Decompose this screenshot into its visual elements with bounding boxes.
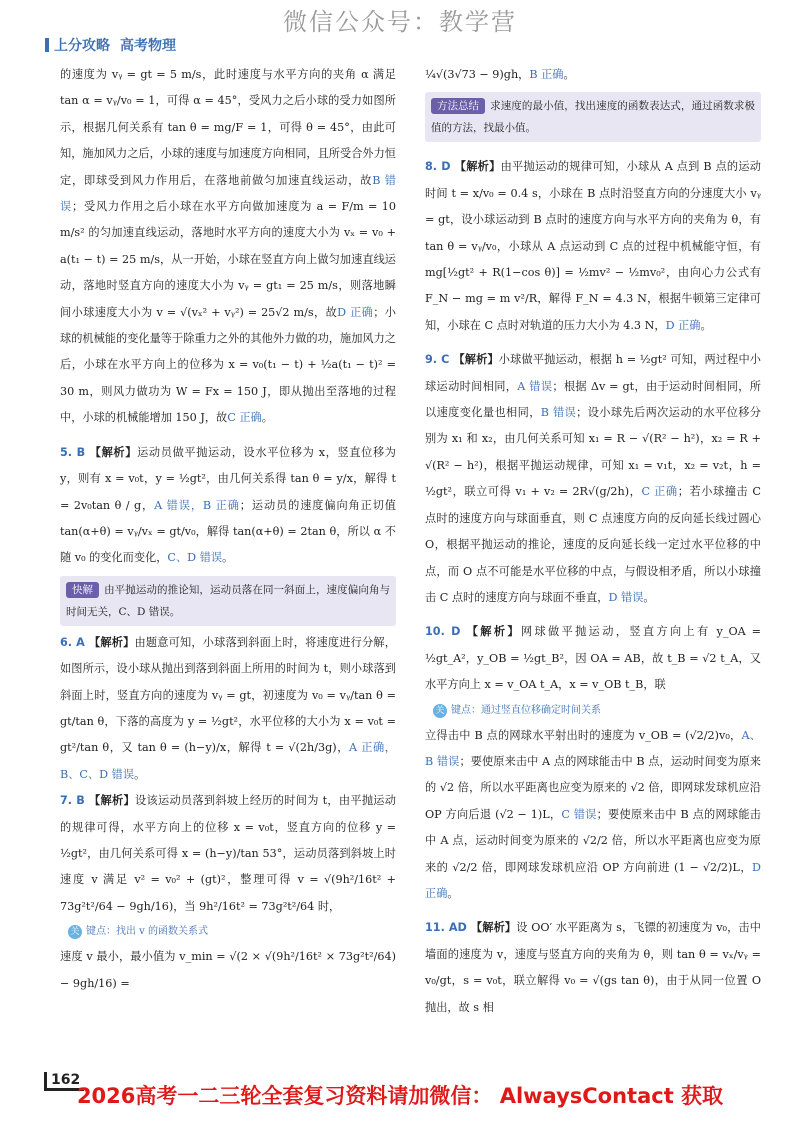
quick-solution-tag: 快解 bbox=[66, 582, 99, 598]
header-subject: 高考物理 bbox=[120, 38, 176, 54]
watermark-text: 微信公众号：教学营 bbox=[283, 8, 517, 36]
right-column bbox=[425, 62, 761, 1021]
key-icon: 关 bbox=[68, 925, 82, 939]
answer-q7-end: ¼√(3√73 − 9)gh，B 正确。 bbox=[425, 68, 575, 81]
header-series: 上分攻略 bbox=[54, 38, 110, 54]
answer-q6: 6. A 【解析】由题意可知，小球落到斜面上时，将速度进行分解，如图所示，设小球从抛出到落到斜面上所用的时间为 t，则小球落到斜面上时，竖直方向的速度为 vᵧ = gt，初速度为 v₀ = vᵧ/tan θ = gt/tan θ，下落的高度为 y = ½gt²，水平位移的大小为 x = v₀t = gt²/tan θ，又 tan θ = (h−y)/x，解得 t = √(2h/3g)，A 正确，B、C、D 错误。 bbox=[60, 635, 396, 781]
paragraph-q4-cont: 的速度为 vᵧ = gt = 5 m/s，此时速度与水平方向的夹角 α 满足 tan α = vᵧ/v₀ = 1，可得 α = 45°，受风力之后小球的受力如图所示，根据几何关系有 tan θ = mg/F = 1，可得 θ = 45°，由此可知，施加风力之后，小球的速度与加速度方向相同，且所受合外力恒定，即球受到风力作用后，在落地前做匀加速直线运动，故B 错误；受风力作用之后小球在水平方向做加速度为 a = F/m = 10 m/s² 的匀加速直线运动，落地时水平方向的速度大小为 vₓ = v₀ + a(t₁ − t) = 25 m/s，从一开始，小球在竖直方向上做匀加速直线运动，落地时竖直方向的速度大小为 vᵧ = gt₁ = 25 m/s，则落地瞬间小球速度大小为 v = √(vₓ² + vᵧ²) = 25√2 m/s，故D 正确；小球的机械能的变化量等于除重力之外的其他外力做的功，施加风力之后，小球在水平方向上的位移为 x = v₀(t₁ − t) + ½a(t₁ − t)² = 30 m，则风力做功为 W = Fx = 150 J，即从抛出至落地的过程中，小球的机械能增加 150 J，故C 正确。 bbox=[60, 68, 396, 425]
method-summary-tag: 方法总结 bbox=[431, 98, 485, 114]
footer-banner: 2026高考一二三轮全套复习资料请加微信： AlwaysContact 获取 bbox=[76, 1084, 724, 1108]
page-header bbox=[45, 35, 176, 55]
answer-q5: 5. B 【解析】运动员做平抛运动，设水平位移为 x，竖直位移为 y，则有 x = v₀t，y = ½gt²，由几何关系得 tan θ = y/x，解得 t = 2v₀tan θ / g，A 错误，B 正确；运动员的速度偏向角正切值 tan(α+θ) = vᵧ/vₓ = gt/v₀，解得 tan(α+θ) = 2tan θ，所以 α 不随 v₀ 的变化而变化，C、D 错误。 bbox=[60, 445, 396, 565]
answer-q7-cont: 速度 v 最小，最小值为 v_min = √(2 × √(9h²/16t² × 73g²t²/64) − 9gh/16) = bbox=[60, 950, 396, 990]
answer-q9: 9. C 【解析】小球做平抛运动，根据 h = ½gt² 可知，两过程中小球运动时间相同，A 错误；根据 Δv = gt，由于运动时间相同，所以速度变化量也相同，B 错误；设小球先后两次运动的水平位移分别为 x₁ 和 x₂，由几何关系可知 x₁ = R − √(R² − h²)，x₂ = R + √(R² − h²)，根据平抛运动规律，可知 x₁ = v₁t，x₂ = v₂t，h = ½gt²，联立可得 v₁ + v₂ = 2R√(g/2h)，C 正确；若小球撞击 C 点时的速度方向与球面垂直，则 C 点速度方向的反向延长线过圆心 O，根据平抛运动的推论，速度的反向延长线一定过水平位移的中点，而 O 点不可能是水平位移的中点，与假设相矛盾，所以小球撞击 C 点时的速度方向与球面不垂直，D 错误。 bbox=[425, 353, 761, 604]
key-icon: 关 bbox=[433, 704, 447, 718]
key-point-q7: 关 键点：找出 v 的函数关系式 bbox=[60, 922, 396, 942]
page-number: 162 bbox=[44, 1072, 84, 1091]
method-summary-box: 方法总结 求速度的最小值，找出速度的函数表达式，通过函数求极值的方法，找最小值。 bbox=[425, 92, 761, 142]
answer-q10-cont: 立得击中 B 点的网球水平射出时的速度为 v_OB = (√2/2)v₀，A、B 错误；要使原来击中 A 点的网球能击中 B 点，运动时间变为原来的 √2 倍，所以水平距离也应变为原来的 √2 倍，即网球发球机应沿 OP 方向后退 (√2 − 1)L，C 错误；要使原来击中 B 点的网球能击中 A 点，运动时间变为原来的 √2/2 倍，所以水平距离也应变为原来的 √2/2 倍，即网球发球机应沿 OP 方向前进 (1 − √2/2)L，D 正确。 bbox=[425, 728, 761, 900]
answer-q10: 10. D 【解析】网球做平抛运动，竖直方向上有 y_OA = ½gt_A²，y_OB = ½gt_B²，因 OA = AB，故 t_B = √2 t_A，又水平方向上 x = v_OA t_A，x = v_OB t_B，联 bbox=[425, 625, 761, 692]
answer-q11: 11. AD 【解析】设 OO′ 水平距离为 s，飞镖的初速度为 v₀，击中墙面的速度为 v，速度与竖直方向的夹角为 θ，则 tan θ = vₓ/vᵧ = v₀/gt，s = v₀t，联立解得 v₀ = √(gs tan θ)，由于从同一位置 O 抛出，故 s 相 bbox=[425, 921, 761, 1014]
header-bar bbox=[45, 38, 49, 52]
left-column bbox=[60, 62, 396, 997]
answer-q8: 8. D 【解析】由平抛运动的规律可知，小球从 A 点到 B 点的运动时间 t = x/v₀ = 0.4 s，小球在 B 点时沿竖直方向的分速度大小 vᵧ = gt，设小球运动到 B 点时的速度方向与水平方向的夹角为 θ，有 tan θ = vᵧ/v₀，小球从 A 点运动到 C 点的过程中机械能守恒，有 mg[½gt² + R(1−cos θ)] = ½mv² − ½mv₀²，由向心力公式有 F_N − mg = m v²/R，解得 F_N = 4.3 N，根据牛顿第三定律可知，小球在 C 点时对轨道的压力大小为 4.3 N，D 正确。 bbox=[425, 160, 761, 332]
key-point-q10: 关 键点：通过竖直位移确定时间关系 bbox=[425, 701, 761, 721]
quick-solution-box: 快解 由平抛运动的推论知，运动员落在同一斜面上，速度偏向角与时间无关，C、D 错误。 bbox=[60, 576, 396, 626]
answer-q7: 7. B 【解析】设该运动员落到斜坡上经历的时间为 t，由平抛运动的规律可得，水平方向上的位移 x = v₀t，竖直方向的位移 y = ½gt²，由几何关系可得 x = (h−y)/tan 53°，运动员落到斜坡上时速度 v 满足 v² = v₀² + (gt)²，整理可得 v = √(9h²/16t² + 73g²t²/64 − 9gh/16)，当 9h²/16t² = 73g²t²/64 时， bbox=[60, 794, 396, 913]
